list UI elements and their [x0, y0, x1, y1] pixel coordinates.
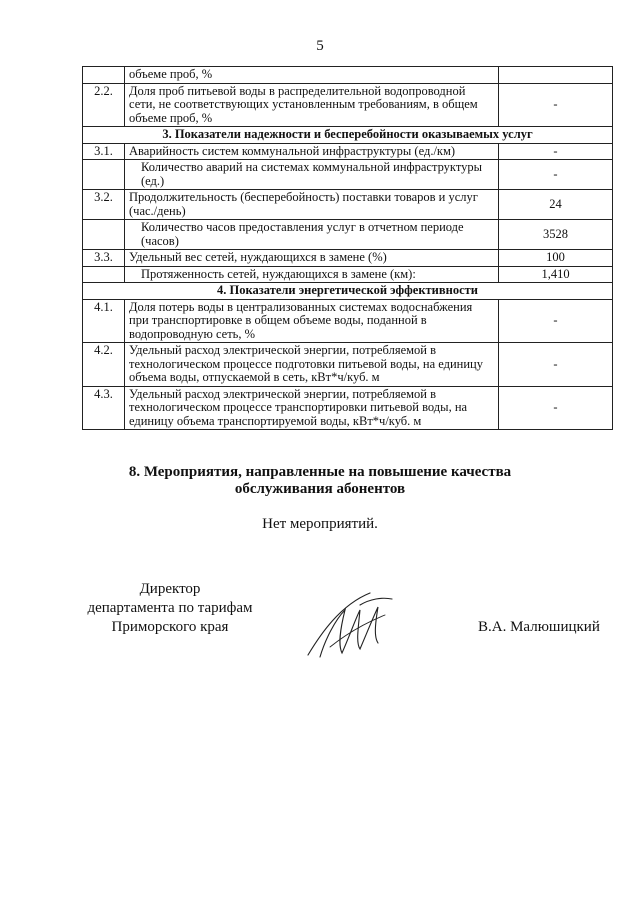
indicator-number: 4.3.	[83, 386, 125, 430]
indicator-name: Количество часов предоставления услуг в отчетном периоде (часов)	[125, 220, 499, 250]
director-position-line-2: департамента по тарифам	[87, 600, 253, 616]
table-row	[83, 343, 613, 387]
section-8-title	[0, 464, 640, 498]
indicators-table-body	[83, 67, 613, 430]
indicator-name: Протяженность сетей, нуждающихся в замене (км):	[125, 266, 499, 283]
director-position-line-3: Приморского края	[111, 619, 229, 635]
handwritten-signature	[300, 585, 400, 665]
table-row	[83, 386, 613, 430]
indicator-number	[83, 266, 125, 283]
table-row	[83, 220, 613, 250]
indicator-number	[83, 220, 125, 250]
indicator-number: 3.1.	[83, 143, 125, 160]
page-number: 5	[316, 38, 324, 54]
indicator-value: -	[499, 83, 613, 127]
signer-name: В.А. Малюшицкий	[478, 619, 600, 635]
indicator-value: -	[499, 160, 613, 190]
indicator-number: 3.3.	[83, 250, 125, 267]
indicator-name: Доля потерь воды в централизованных системах водоснабжения при транспортировке в общем объеме воды, поданной в водопроводную сеть, %	[125, 299, 499, 343]
indicator-value: 1,410	[499, 266, 613, 283]
table-row	[83, 143, 613, 160]
indicator-name: Продолжительность (бесперебойность) поставки товаров и услуг (час./день)	[125, 190, 499, 220]
indicator-value: -	[499, 386, 613, 430]
indicator-number: 2.2.	[83, 83, 125, 127]
indicator-name: Удельный расход электрической энергии, потребляемой в технологическом процессе транспортировки питьевой воды, на единицу объема транспортируемой воды, кВт*ч/куб. м	[125, 386, 499, 430]
table-section-row	[83, 127, 613, 144]
table-row	[83, 67, 613, 84]
indicator-value: 3528	[499, 220, 613, 250]
section-8-body: Нет мероприятий.	[262, 516, 378, 532]
indicator-number	[83, 67, 125, 84]
indicator-value: -	[499, 143, 613, 160]
director-position-line-1: Директор	[139, 581, 201, 597]
indicator-name: Аварийность систем коммунальной инфраструктуры (ед./км)	[125, 143, 499, 160]
table-section-row	[83, 283, 613, 300]
table-row	[83, 83, 613, 127]
indicator-value	[499, 67, 613, 84]
table-row	[83, 266, 613, 283]
table-row	[83, 160, 613, 190]
table-row	[83, 299, 613, 343]
indicator-name: Доля проб питьевой воды в распределительной водопроводной сети, не соответствующих установленным требованиям, в общем объеме проб, %	[125, 83, 499, 127]
indicator-number: 4.2.	[83, 343, 125, 387]
indicator-number: 3.2.	[83, 190, 125, 220]
indicator-name: Количество аварий на системах коммунальной инфраструктуры (ед.)	[125, 160, 499, 190]
indicator-name: объеме проб, %	[125, 67, 499, 84]
indicator-number	[83, 160, 125, 190]
section-heading: 4. Показатели энергетической эффективности	[83, 283, 613, 300]
indicator-value: -	[499, 299, 613, 343]
section-heading: 3. Показатели надежности и бесперебойности оказываемых услуг	[83, 127, 613, 144]
indicator-value: -	[499, 343, 613, 387]
section-8-title-line-2: обслуживания абонентов	[234, 481, 406, 497]
indicators-table	[82, 66, 613, 430]
table-row	[83, 190, 613, 220]
section-8-title-line-1: 8. Мероприятия, направленные на повышение качества	[128, 464, 512, 480]
indicator-value: 24	[499, 190, 613, 220]
table-row	[83, 250, 613, 267]
director-position	[70, 580, 270, 637]
indicator-name: Удельный вес сетей, нуждающихся в замене (%)	[125, 250, 499, 267]
indicator-value: 100	[499, 250, 613, 267]
indicator-number: 4.1.	[83, 299, 125, 343]
indicator-name: Удельный расход электрической энергии, потребляемой в технологическом процессе подготовки питьевой воды, на единицу объема воды, отпускаемой в сеть, кВт*ч/куб. м	[125, 343, 499, 387]
